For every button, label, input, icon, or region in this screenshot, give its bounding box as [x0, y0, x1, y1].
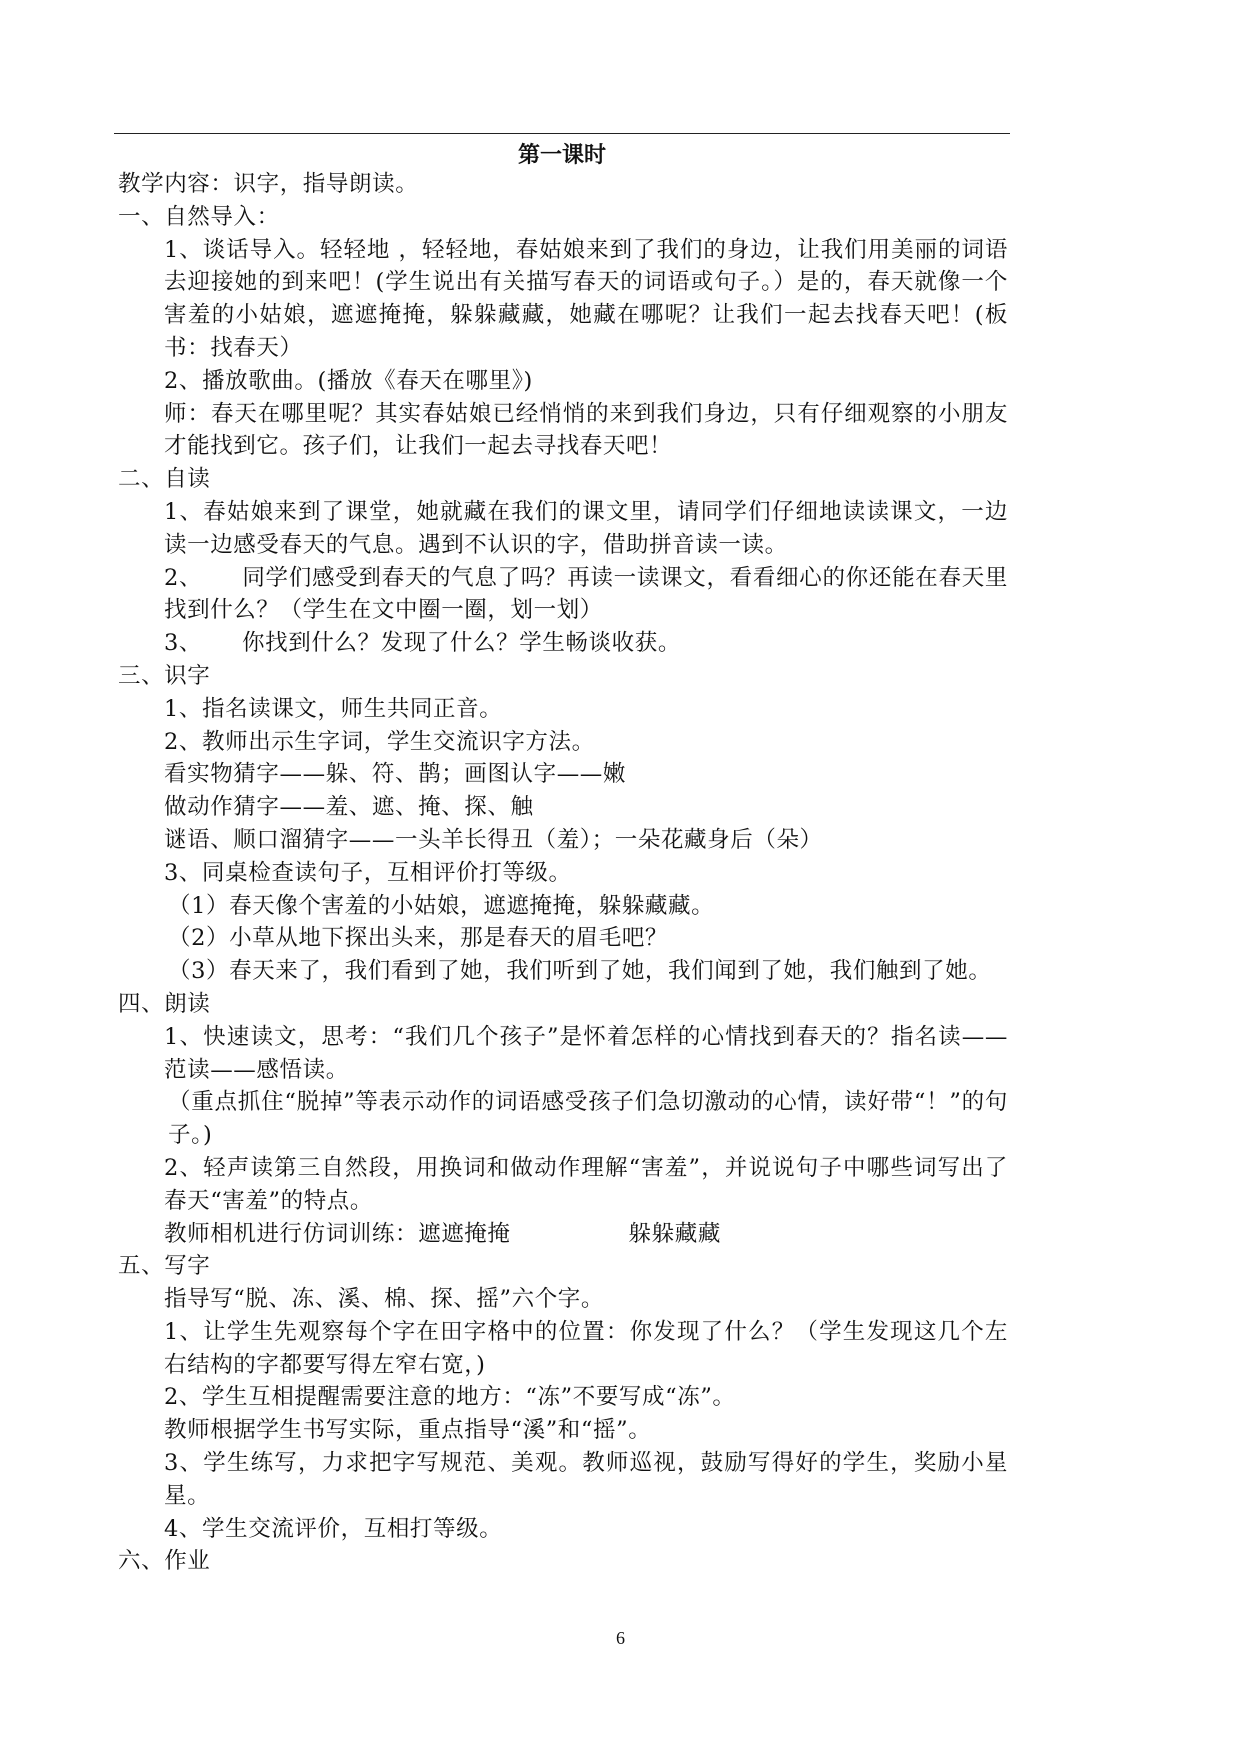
paragraph: 1、快速读文，思考：“我们几个孩子”是怀着怎样的心情找到春天的？指名读——范读——感悟读。 — [164, 1023, 1008, 1083]
paragraph — [118, 562, 1008, 628]
paragraph: 2、播放歌曲。(播放《春天在哪里》) — [164, 367, 533, 394]
paragraph: 教师根据学生书写实际，重点指导“溪”和“摇”。 — [164, 1417, 652, 1444]
method-line: 谜语、顺口溜猜字——一头羊长得丑（羞）；一朵花藏身后（朵） — [164, 826, 823, 853]
paragraph: 1、春姑娘来到了课堂，她就藏在我们的课文里，请同学们仔细地读读课文，一边读一边感受春天的气息。遇到不认识的字，借助拼音读一读。 — [164, 498, 1008, 558]
section-heading-literacy: 三、识字 — [118, 662, 211, 689]
section-heading-homework: 六、作业 — [118, 1548, 211, 1575]
section-heading-self-reading: 二、自读 — [118, 466, 211, 493]
paragraph: 1、谈话导入。轻轻地 ，轻轻地，春姑娘来到了我们的身边，让我们用美丽的词语去迎接她的到来吧！(学生说出有关描写春天的词语或句子。）是的，春天就像一个害羞的小姑娘，遮遮掩掩，躲躲藏藏，她藏在哪呢？让我们一起去找春天吧！(板书：找春天） — [164, 236, 1008, 361]
word-practice-a: 教师相机进行仿词训练：遮遮掩掩 — [164, 1220, 511, 1247]
paragraph: 1、让学生先观察每个字在田字格中的位置：你发现了什么？（学生发现这几个左右结构的字都要写得左窄右宽，) — [164, 1318, 1008, 1378]
item-number: 3、 — [164, 630, 203, 657]
paragraph — [118, 627, 1008, 660]
paragraph: 2、学生互相提醒需要注意的地方：“冻”不要写成“冻”。 — [164, 1384, 736, 1411]
section-heading-intro: 一、自然导入： — [118, 203, 280, 230]
paragraph: 师：春天在哪里呢？其实春姑娘已经悄悄的来到我们身边，只有仔细观察的小朋友才能找到它。孩子们，让我们一起去寻找春天吧！ — [164, 400, 1008, 460]
practice-sentence: （1）春天像个害羞的小姑娘，遮遮掩掩，躲躲藏藏。 — [168, 892, 715, 919]
section-heading-reading-aloud: 四、朗读 — [118, 990, 211, 1017]
lesson-body — [118, 168, 1008, 1578]
paragraph: 3、学生练写，力求把字写规范、美观。教师巡视，鼓励写得好的学生，奖励小星星。 — [164, 1450, 1008, 1509]
paragraph: 3、同桌检查读句子，互相评价打等级。 — [164, 859, 572, 886]
paragraph: 1、指名读课文，师生共同正音。 — [164, 695, 503, 722]
section-heading-writing: 五、写字 — [118, 1253, 211, 1280]
item-number: 2、 — [164, 564, 203, 591]
method-line: 做动作猜字——羞、遮、掩、探、触 — [164, 794, 534, 821]
header-rule — [114, 133, 1010, 134]
paragraph — [118, 1218, 1008, 1251]
method-line: 看实物猜字——躲、符、鹊；画图认字——嫩 — [164, 761, 627, 788]
word-practice-b: 躲躲藏藏 — [628, 1220, 721, 1247]
paragraph: （重点抓住“脱掉”等表示动作的词语感受孩子们急切激动的心情，读好带“！”的句子。) — [168, 1089, 1008, 1149]
practice-sentence: （2）小草从地下探出头来，那是春天的眉毛吧？ — [168, 925, 669, 952]
paragraph: 2、轻声读第三自然段，用换词和做动作理解“害羞”，并说说句子中哪些词写出了春天“害羞”的特点。 — [164, 1154, 1008, 1214]
content-line: 教学内容：识字，指导朗读。 — [118, 171, 419, 197]
practice-sentence: （3）春天来了，我们看到了她，我们听到了她，我们闻到了她，我们触到了她。 — [168, 958, 992, 985]
paragraph: 4、学生交流评价，互相打等级。 — [164, 1515, 503, 1542]
paragraph: 指导写“脱、冻、溪、棉、探、摇”六个字。 — [164, 1286, 605, 1313]
paragraph: 2、教师出示生字词，学生交流识字方法。 — [164, 728, 595, 755]
item-text: 同学们感受到春天的气息了吗？再读一读课文，看看细心的你还能在春天里找到什么？（学生在文中圈一圈，划一划） — [164, 564, 1008, 624]
page-number: 6 — [616, 1628, 625, 1648]
item-text: 你找到什么？发现了什么？学生畅谈收获。 — [242, 630, 681, 657]
lesson-title: 第一课时 — [517, 142, 606, 168]
